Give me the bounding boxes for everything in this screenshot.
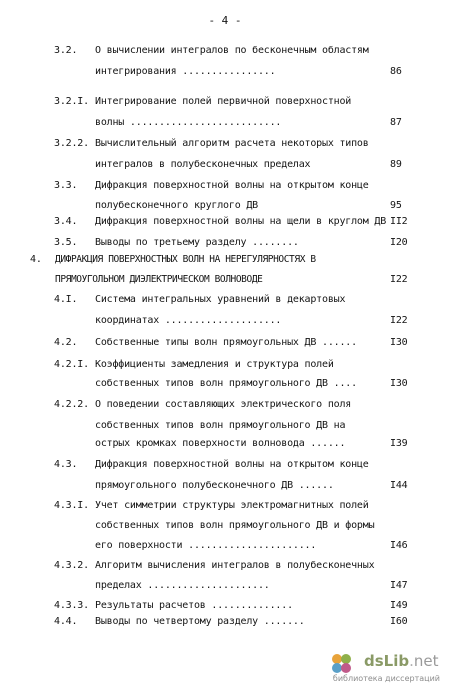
- toc-section-number: 4.3.: [54, 459, 78, 470]
- dslib-watermark: [332, 652, 440, 686]
- toc-section-number: 3.4.: [54, 216, 78, 227]
- toc-page-number: 89: [390, 159, 402, 170]
- toc-section-number: 4.3.I.: [54, 500, 89, 511]
- toc-entry-text: прямоугольного полубесконечного ДВ ......: [95, 480, 334, 491]
- toc-line: [0, 64, 450, 80]
- toc-line: [0, 115, 450, 131]
- toc-entry-text: Дифракция поверхностной волны на открытом конце: [95, 459, 369, 470]
- toc-entry-text: Интегрирование полей первичной поверхностной: [95, 96, 352, 107]
- toc-page-number: I30: [390, 378, 408, 389]
- toc-entry-text: Дифракция поверхностной волны на открытом конце: [95, 180, 369, 191]
- toc-line: [0, 478, 450, 494]
- toc-line: [0, 198, 450, 214]
- toc-entry-text: Собственные типы волн прямоугольных ДВ ......: [95, 337, 357, 348]
- toc-line: [0, 335, 450, 351]
- toc-page-number: 86: [390, 66, 402, 77]
- toc-entry-text: Результаты расчетов ..............: [95, 600, 293, 611]
- toc-page-number: I49: [390, 600, 408, 611]
- toc-line: [0, 357, 450, 373]
- toc-line: [0, 397, 450, 413]
- toc-entry-text: собственных типов волн прямоугольного ДВ и формы: [95, 520, 375, 531]
- toc-entry-text: интегрирования ................: [95, 66, 276, 77]
- toc-entry-text: Алгоритм вычисления интегралов в полубесконечных: [95, 560, 375, 571]
- toc-section-number: 4.3.2.: [54, 560, 89, 571]
- toc-section-number: 4.3.3.: [54, 600, 89, 611]
- page-number: - 4 -: [208, 14, 242, 27]
- toc-line: [0, 518, 450, 534]
- toc-page-number: I22: [390, 274, 408, 285]
- toc-line: [0, 578, 450, 594]
- toc-entry-text: ДИФРАКЦИЯ ПОВЕРХНОСТНЫХ ВОЛН НА НЕРЕГУЛЯРНОСТЯХ В: [55, 254, 316, 265]
- toc-page-number: I22: [390, 315, 408, 326]
- toc-entry-text: О поведении составляющих электрического поля: [95, 399, 352, 410]
- toc-section-number: 4.2.: [54, 337, 78, 348]
- toc-entry-text: полубесконечного круглого ДВ: [95, 200, 258, 211]
- toc-entry-text: его поверхности ......................: [95, 540, 317, 551]
- toc-entry-text: Система интегральных уравнений в декартовых: [95, 294, 346, 305]
- toc-page-number: II2: [390, 216, 408, 227]
- toc-entry-text: Вычислительный алгоритм расчета некоторых типов: [95, 138, 369, 149]
- toc-page-number: I44: [390, 480, 408, 491]
- toc-line: [0, 598, 450, 614]
- watermark-brand: dsLib.net: [364, 652, 439, 670]
- toc-entry-text: Коэффициенты замедления и структура полей: [95, 359, 334, 370]
- toc-section-number: 3.2.I.: [54, 96, 89, 107]
- toc-entry-text: острых кромках поверхности волновода ......: [95, 438, 346, 449]
- toc-page-number: I47: [390, 580, 408, 591]
- toc-entry-text: Выводы по четвертому разделу .......: [95, 616, 305, 627]
- toc-line: [0, 214, 450, 230]
- toc-line: [0, 272, 450, 288]
- toc-line: [0, 418, 450, 434]
- toc-section-number: 4.: [30, 254, 42, 265]
- toc-section-number: 4.I.: [54, 294, 78, 305]
- toc-section-number: 4.2.2.: [54, 399, 89, 410]
- toc-entry-text: Выводы по третьему разделу ........: [95, 237, 299, 248]
- toc-page-number: 95: [390, 200, 402, 211]
- toc-page-number: I20: [390, 237, 408, 248]
- toc-line: [0, 43, 450, 59]
- toc-line: [0, 498, 450, 514]
- toc-section-number: 3.2.2.: [54, 138, 89, 149]
- toc-section-number: 4.4.: [54, 616, 78, 627]
- toc-line: [0, 235, 450, 251]
- toc-line: [0, 157, 450, 173]
- toc-section-number: 3.3.: [54, 180, 78, 191]
- toc-line: [0, 614, 450, 630]
- toc-line: [0, 558, 450, 574]
- toc-page-number: 87: [390, 117, 402, 128]
- toc-section-number: 3.5.: [54, 237, 78, 248]
- toc-line: [0, 136, 450, 152]
- toc-entry-text: Дифракция поверхностной волны на щели в круглом ДВ: [95, 216, 387, 227]
- toc-entry-text: волны ..........................: [95, 117, 282, 128]
- toc-entry-text: ПРЯМОУГОЛЬНОМ ДИЭЛЕКТРИЧЕСКОМ ВОЛНОВОДЕ: [55, 274, 263, 285]
- toc-section-number: 4.2.I.: [54, 359, 89, 370]
- toc-page-number: I46: [390, 540, 408, 551]
- toc-line: [0, 313, 450, 329]
- toc-entry-text: собственных типов волн прямоугольного ДВ на: [95, 420, 346, 431]
- dslib-logo-icon: [332, 654, 362, 676]
- toc-line: [0, 94, 450, 110]
- toc-section-number: 3.2.: [54, 45, 78, 56]
- toc-line: [0, 436, 450, 452]
- toc-entry-text: собственных типов волн прямоугольного ДВ ....: [95, 378, 357, 389]
- toc-line: [0, 252, 450, 268]
- toc-page-number: I60: [390, 616, 408, 627]
- toc-page-number: I39: [390, 438, 408, 449]
- toc-entry-text: координатах ....................: [95, 315, 282, 326]
- toc-entry-text: Учет симметрии структуры электромагнитных полей: [95, 500, 369, 511]
- toc-entry-text: пределах .....................: [95, 580, 270, 591]
- toc-line: [0, 538, 450, 554]
- toc-line: [0, 457, 450, 473]
- toc-line: [0, 292, 450, 308]
- toc-page-number: I30: [390, 337, 408, 348]
- toc-entry-text: интегралов в полубесконечных пределах: [95, 159, 311, 170]
- toc-line: [0, 376, 450, 392]
- toc-entry-text: О вычислении интегралов по бесконечным областям: [95, 45, 369, 56]
- toc-line: [0, 178, 450, 194]
- watermark-subtitle: библиотека диссертаций: [332, 674, 440, 683]
